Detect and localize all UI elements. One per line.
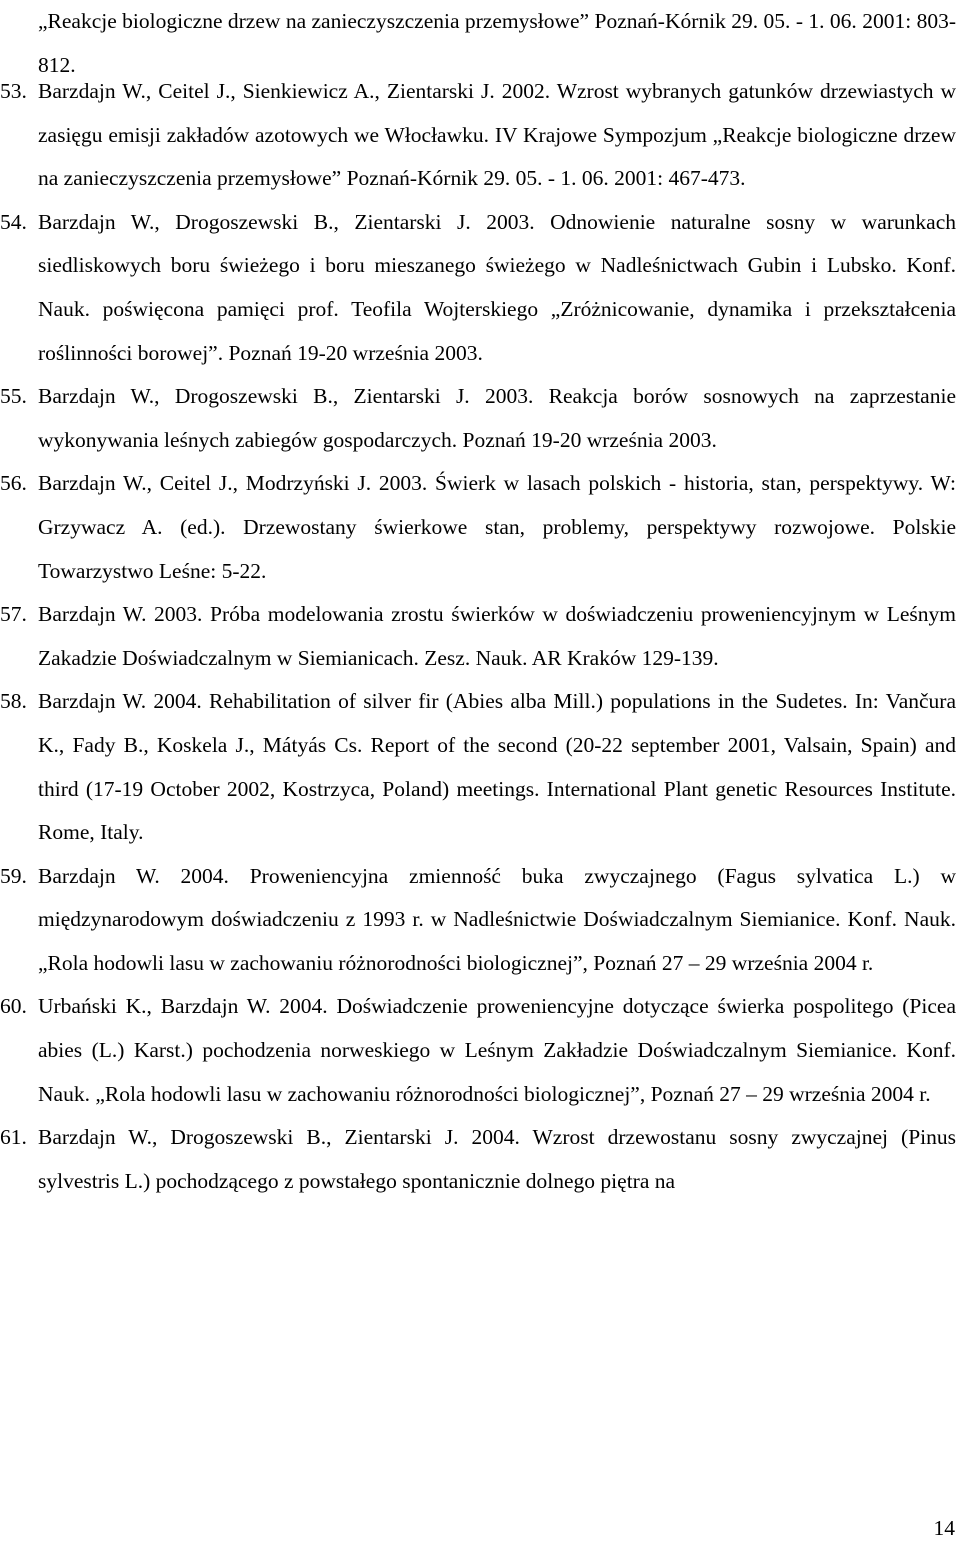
- reference-text: Barzdajn W. 2004. Proweniencyjna zmienność buka zwyczajnego (Fagus sylvatica L.) w międzynarodowym doświadczeniu z 1993 r. w Nadleśnictwie Doświadczalnym Siemianice. Konf. Nauk. „Rola hodowli lasu w zachowaniu różnorodności biologicznej”, Poznań 27 – 29 września 2004 r.: [38, 863, 956, 975]
- reference-text: Barzdajn W., Drogoszewski B., Zientarski J. 2003. Odnowienie naturalne sosny w warunkach siedliskowych boru świeżego i boru mieszanego świeżego w Nadleśnictwach Gubin i Lubsko. Konf. Nauk. poświęcona pamięci prof. Teofila Wojterskiego „Zróżnicowanie, dynamika i przekształcenia roślinności borowej”. Poznań 19-20 września 2003.: [38, 209, 956, 365]
- page-number: 14: [933, 1516, 955, 1540]
- reference-item: [0, 375, 956, 462]
- reference-item: [0, 1116, 956, 1203]
- reference-list: [0, 70, 960, 1203]
- reference-item: [0, 70, 956, 201]
- reference-number: 60.: [0, 994, 27, 1019]
- reference-text: Barzdajn W. 2003. Próba modelowania zrostu świerków w doświadczeniu proweniencyjnym w Leśnym Zakadzie Doświadczalnym w Siemianicach. Zesz. Nauk. AR Kraków 129-139.: [38, 602, 956, 670]
- reference-number: 58.: [0, 689, 27, 714]
- reference-text: Urbański K., Barzdajn W. 2004. Doświadczenie proweniencyjne dotyczące świerka pospolitego (Picea abies (L.) Karst.) pochodzenia norweskiego w Leśnym Zakładzie Doświadczalnym Siemianice. Konf. Nauk. „Rola hodowli lasu w zachowaniu różnorodności biologicznej”, Poznań 27 – 29 września 2004 r.: [38, 994, 956, 1106]
- reference-text: Barzdajn W., Drogoszewski B., Zientarski J. 2003. Reakcja borów sosnowych na zaprzestanie wykonywania leśnych zabiegów gospodarczych. Poznań 19-20 września 2003.: [38, 384, 956, 452]
- reference-item: [0, 985, 956, 1116]
- reference-number: 57.: [0, 602, 27, 627]
- reference-number: 59.: [0, 863, 27, 888]
- reference-text: Barzdajn W. 2004. Rehabilitation of silver fir (Abies alba Mill.) populations in the Sudetes. In: Vančura K., Fady B., Koskela J., Mátyás Cs. Report of the second (20-22 september 2001, Valsain, Spain) and third (17-19 October 2002, Kostrzyca, Poland) meetings. International Plant genetic Resources Institute. Rome, Italy.: [38, 689, 956, 845]
- reference-number: 54.: [0, 209, 27, 234]
- reference-item: [0, 680, 956, 854]
- reference-number: 55.: [0, 384, 27, 409]
- reference-text: Barzdajn W., Ceitel J., Sienkiewicz A., Zientarski J. 2002. Wzrost wybranych gatunków drzewiastych w zasięgu emisji zakładów azotowych we Włocławku. IV Krajowe Sympozjum „Reakcje biologiczne drzew na zanieczyszczenia przemysłowe” Poznań-Kórnik 29. 05. - 1. 06. 2001: 467-473.: [38, 79, 956, 191]
- reference-item: [0, 201, 956, 375]
- reference-number: 61.: [0, 1125, 27, 1150]
- reference-item: [0, 593, 956, 680]
- reference-text: Barzdajn W., Drogoszewski B., Zientarski J. 2004. Wzrost drzewostanu sosny zwyczajnej (Pinus sylvestris L.) pochodzącego z powstałego spontanicznie dolnego piętra na: [38, 1125, 956, 1193]
- reference-item: [0, 462, 956, 593]
- reference-continuation: „Reakcje biologiczne drzew na zanieczyszczenia przemysłowe” Poznań-Kórnik 29. 05. - 1. 06. 2001: 803-812.: [38, 9, 956, 77]
- reference-number: 56.: [0, 471, 27, 496]
- reference-number: 53.: [0, 79, 27, 103]
- reference-text: Barzdajn W., Ceitel J., Modrzyński J. 2003. Świerk w lasach polskich - historia, stan, perspektywy. W: Grzywacz A. (ed.). Drzewostany świerkowe stan, problemy, perspektywy rozwojowe. Polskie Towarzystwo Leśne: 5-22.: [38, 471, 956, 583]
- reference-item: [0, 855, 956, 986]
